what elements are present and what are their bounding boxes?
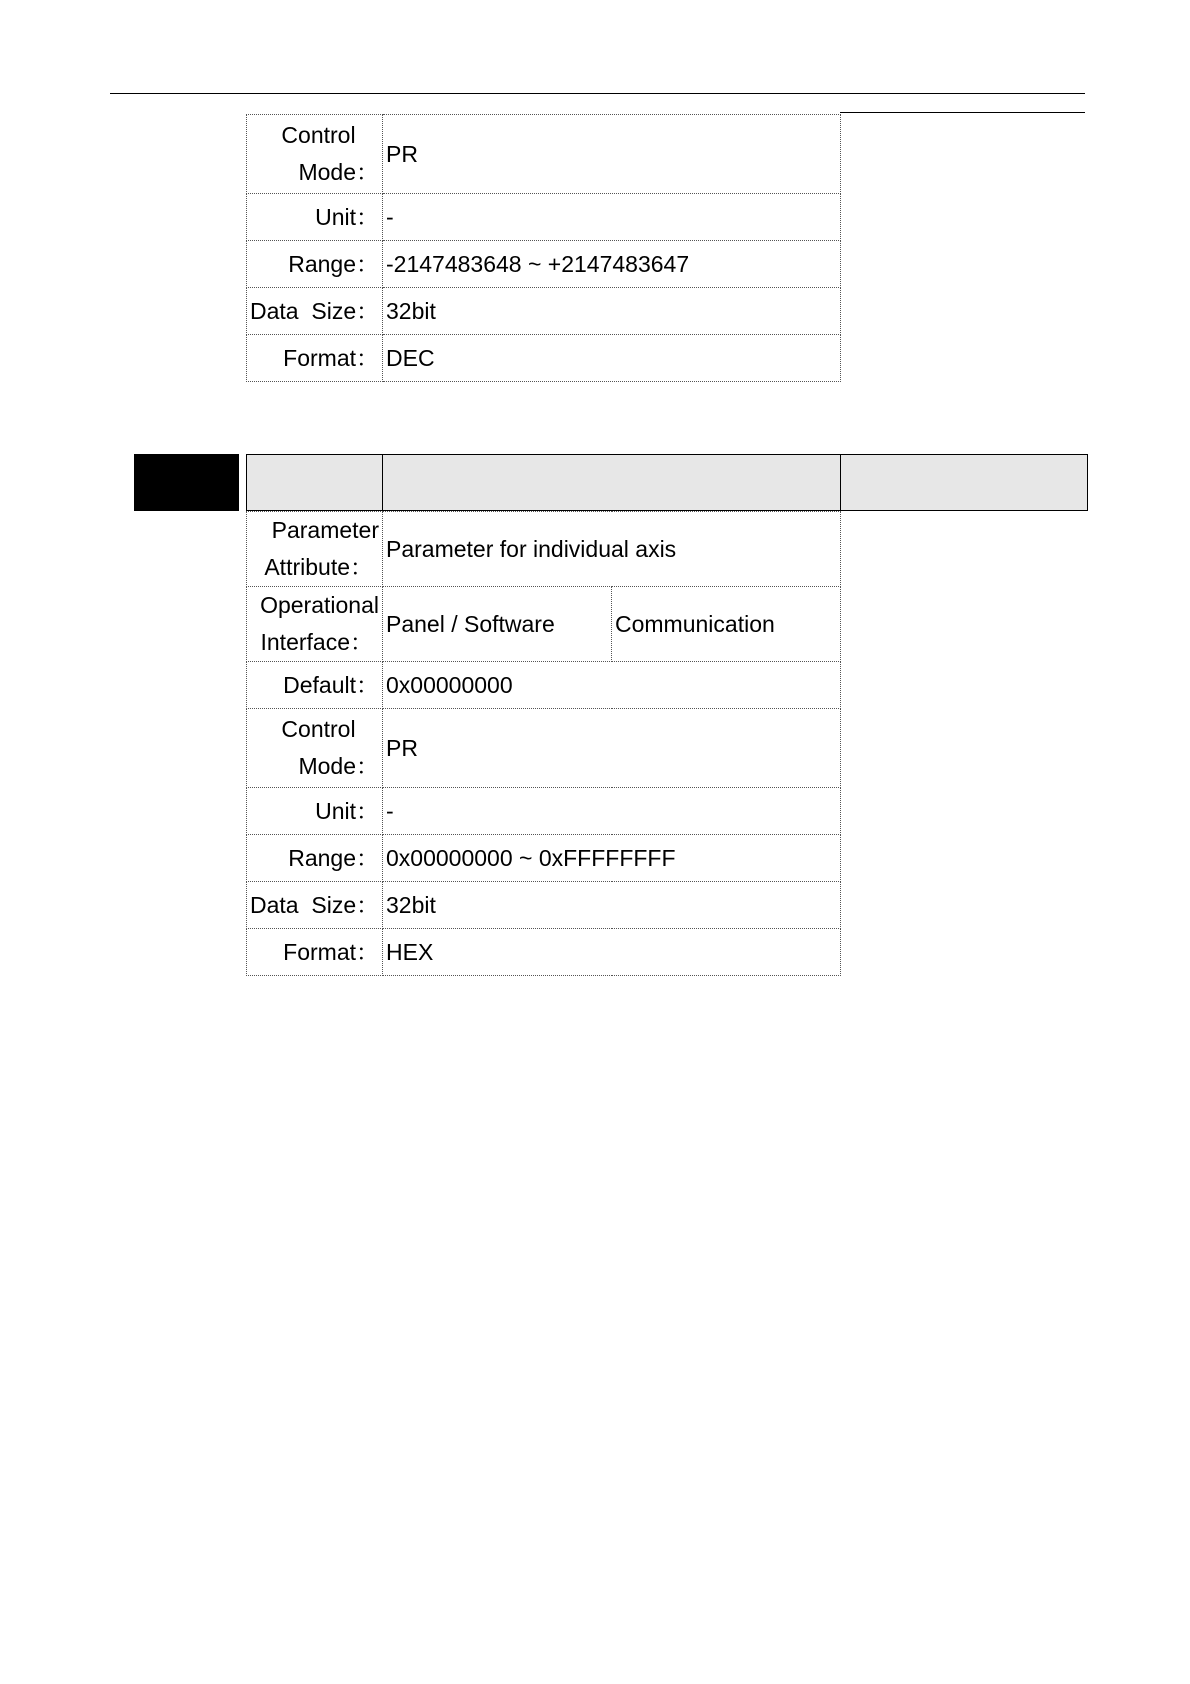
data-size-value: 32bit [383, 288, 841, 335]
row-control-mode [247, 115, 841, 194]
parameter-table [246, 511, 841, 976]
right-header-rule [840, 112, 1085, 113]
default-value: 0x00000000 [383, 662, 841, 709]
range-label: Range： [247, 835, 383, 882]
range-label: Range： [247, 241, 383, 288]
control-mode-value: PR [383, 709, 841, 788]
range-value: 0x00000000 ~ 0xFFFFFFFF [383, 835, 841, 882]
default-label: Default： [247, 662, 383, 709]
format-value: DEC [383, 335, 841, 382]
parameter-table-previous [246, 114, 841, 382]
row-data-size [247, 882, 841, 929]
row-range [247, 835, 841, 882]
row-operational-interface [247, 587, 841, 662]
interface-panel-software: Panel / Software [383, 587, 612, 662]
header-divider [840, 455, 841, 510]
format-label: Format： [247, 335, 383, 382]
interface-communication: Communication [612, 587, 841, 662]
unit-label: Unit： [247, 194, 383, 241]
parameter-number-box [134, 454, 239, 511]
row-data-size [247, 288, 841, 335]
data-size-label: Data Size： [247, 288, 383, 335]
control-mode-value: PR [383, 115, 841, 194]
row-format [247, 929, 841, 976]
interface-label: Operational Interface： [247, 587, 383, 662]
attribute-value: Parameter for individual axis [383, 512, 841, 587]
parameter-header-bar [246, 454, 1088, 511]
row-parameter-attribute [247, 512, 841, 587]
row-format [247, 335, 841, 382]
row-unit [247, 194, 841, 241]
data-size-label: Data Size： [247, 882, 383, 929]
unit-value: - [383, 788, 841, 835]
row-range [247, 241, 841, 288]
attribute-label: Parameter Attribute： [247, 512, 383, 587]
unit-value: - [383, 194, 841, 241]
row-control-mode [247, 709, 841, 788]
unit-label: Unit： [247, 788, 383, 835]
control-mode-label: Control Mode： [247, 115, 383, 194]
data-size-value: 32bit [383, 882, 841, 929]
row-unit [247, 788, 841, 835]
format-label: Format： [247, 929, 383, 976]
header-rule [110, 93, 1085, 94]
format-value: HEX [383, 929, 841, 976]
row-default [247, 662, 841, 709]
control-mode-label: Control Mode： [247, 709, 383, 788]
range-value: -2147483648 ~ +2147483647 [383, 241, 841, 288]
header-divider [382, 455, 383, 510]
